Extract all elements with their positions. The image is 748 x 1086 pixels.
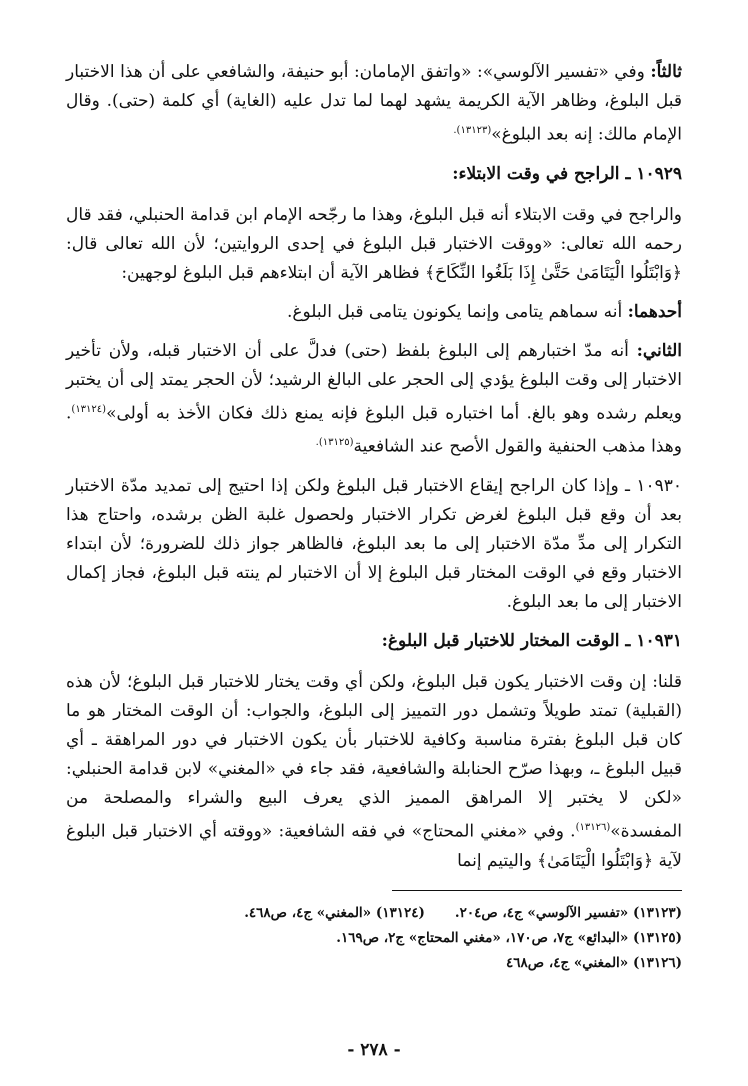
paragraph-lead: ثالثاً:	[650, 62, 682, 82]
body-text	[66, 58, 682, 876]
paragraph-thalithan	[66, 58, 682, 150]
paragraph-text: قلنا: إن وقت الاختبار يكون قبل البلوغ، ولكن أي وقت يختار للاختبار قبل البلوغ؛ لأن هذه (القبلية) تمتد طويلاً وتشمل دور التمييز إلى البلوغ، والجواب: أن الوقت المختار هو ما كان قبل البلوغ بفترة مناسبة وكافية للاختبار بأن يكون الاختبار في دور المراهقة ـ أي قبيل البلوغ ـ، وبهذا صرّح الحنابلة والشافعية، فقد جاء في «المغني» لابن قدامة الحنبلي: «لكن لا يختبر إلا المراهق المميز الذي يعرف البيع والشراء والمصلحة من المفسدة»	[66, 671, 682, 842]
footnote-divider	[392, 890, 682, 891]
paragraph-text: وفي «تفسير الآلوسي»: «واتفق الإمامان: أبو حنيفة، والشافعي على أن هذا الاختبار قبل البلوغ، وظاهر الآية الكريمة يشهد لهما لما تدل عليه (الغاية) أي كلمة (حتى). وقال الإمام مالك: إنه بعد البلوغ»	[66, 62, 682, 145]
paragraph-text: . وهذا مذهب الحنفية والقول الأصح عند الشافعية	[66, 403, 682, 457]
paragraph-text: أنه سماهم يتامى وإنما يكونون يتامى قبل البلوغ.	[286, 301, 628, 322]
paragraph-lead: الثاني:	[636, 340, 682, 361]
footnote-ref: (١٣١٢٤)	[71, 403, 107, 415]
paragraph-text: . وفي «مغني المحتاج» في فقه الشافعية: «ووقته أي الاختبار قبل البلوغ لآية ﴿وَابْتَلُوا الْيَتَامَىٰ﴾ واليتيم إنما	[66, 821, 682, 871]
footnote-ref: (١٣١٢٣).	[453, 125, 492, 136]
paragraph-10930: ١٠٩٣٠ ـ وإذا كان الراجح إيقاع الاختبار قبل البلوغ ولكن إذا احتيج إلى تمديد مدّة الاختبار بعد أن وقع قبل البلوغ لغرض تكرار الاختبار ولحصول غلبة الظن برشده، واحتاج هذا التكرار إلى مدِّ مدّة الاختبار إلى ما بعد البلوغ، فالظاهر جواز ذلك للضرورة؛ لأن ابتداء الاختبار وقع في الوقت المختار قبل البلوغ إلا أن الاختبار لم ينته قبل البلوغ، فجاز إكمال الاختبار إلى ما بعد البلوغ.	[66, 475, 682, 612]
paragraph-qulna	[66, 668, 682, 876]
paragraph-ahaduhuma	[66, 298, 682, 327]
paragraph-text: أنه مدّ اختبارهم إلى البلوغ بلفظ (حتى) فدلَّ على أن الاختبار قبله، ولأن تأخير الاختبار إلى وقت البلوغ يؤدي إلى الحجر على البالغ الرشيد؛ لأن الحجر يمتد إلى أن يختبر ويعلم رشده وهو بالغ. أما اختباره قبل البلوغ فإنه يمنع ذلك فكان الأخذ به أولى»	[66, 340, 682, 424]
footnote-ref: (١٣١٢٥).	[315, 437, 354, 449]
footnote-line	[66, 901, 682, 926]
paragraph-thani	[66, 337, 682, 462]
section-heading-10931: ١٠٩٣١ ـ الوقت المختار للاختبار قبل البلوغ:	[381, 630, 682, 651]
section-heading-10929: ١٠٩٢٩ ـ الراجح في وقت الابتلاء:	[452, 163, 682, 184]
footnote-13124: (١٣١٢٤) «المغني» ج٤، ص٤٦٨.	[244, 904, 425, 921]
footnote-13125: (١٣١٢٥) «البدائع» ج٧، ص١٧٠، «مغني المحتاج» ج٢، ص١٦٩.	[336, 929, 682, 946]
paragraph-rajih: والراجح في وقت الابتلاء أنه قبل البلوغ، وهذا ما رجّحه الإمام ابن قدامة الحنبلي، فقد قال رحمه الله تعالى: «ووقت الاختبار قبل البلوغ في إحدى الروايتين؛ لأن الله تعالى قال: ﴿وَابْتَلُوا الْيَتَامَىٰ حَتَّىٰ إِذَا بَلَغُوا النِّكَاحَ﴾ فظاهر الآية أن ابتلاءهم قبل البلوغ لوجهين:	[66, 204, 682, 283]
page-number: - ٢٧٨ -	[347, 1040, 401, 1060]
footnote-13123: (١٣١٢٣) «تفسير الآلوسي» ج٤، ص٢٠٤.	[454, 904, 682, 921]
paragraph-lead: أحدهما:	[627, 301, 682, 322]
footnote-ref: (١٣١٢٦)	[575, 821, 611, 833]
footnotes	[66, 901, 682, 976]
footnote-13126: (١٣١٢٦) «المغني» ج٤، ص٤٦٨	[506, 954, 682, 971]
